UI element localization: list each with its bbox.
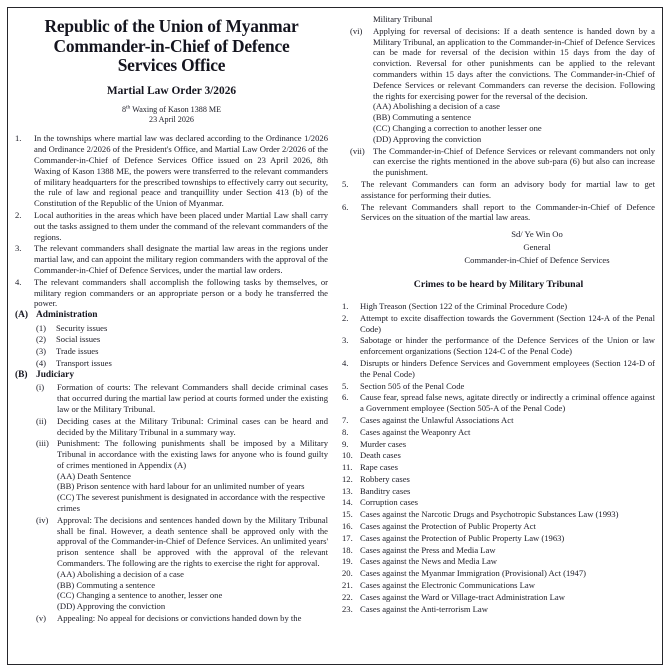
sub-item: (BB) Commuting a sentence (373, 112, 472, 123)
item-number: 4. (342, 357, 349, 368)
item-text: Cases against the Weaponry Act (360, 426, 471, 437)
crime-item (342, 568, 655, 579)
page-border (7, 7, 663, 665)
sub-item: (BB) Prison sentence with hard labour for an unlimited number of years (57, 481, 305, 492)
item-body (373, 146, 655, 178)
date-ordinal-suffix: th (125, 104, 131, 111)
item-number: 1. (15, 133, 22, 144)
crime-item (342, 427, 655, 438)
item-sublist (57, 471, 328, 514)
item-number: 1. (342, 300, 349, 311)
item-text: Cases against the Protection of Public Property Law (1963) (360, 532, 565, 543)
item-text: Local authorities in the areas which have been placed under Martial Law shall carry out the tasks assigned to them under the command of the relevant commanders of the regions. (34, 209, 328, 242)
crime-item (342, 604, 655, 615)
item-body (57, 382, 328, 414)
signature-title: Commander-in-Chief of Defence Services (464, 255, 610, 266)
crime-item (342, 521, 655, 532)
item-text: Attempt to excite disaffection towards the Government (Section 124-A of the Penal Code) (360, 312, 655, 334)
item-number: 10. (342, 450, 353, 461)
signature-rank: General (523, 242, 551, 253)
item-text: Approval: The decisions and sentences handed down by the Military Tribunal shall be final. However, a death sentence shall be approved only with the approval of the Commander-in-Chief of Defence Services. An unlimited years' prison sentence shall be approved with the approval of the relevant Commanders. The following are the rights to exercise the right for approval. (57, 514, 328, 569)
crime-item (342, 358, 655, 380)
crime-item (342, 497, 655, 508)
item-text: Social issues (56, 334, 101, 345)
item-number: 19. (342, 556, 353, 567)
item-number: 9. (342, 438, 349, 449)
item-number: 20. (342, 568, 353, 579)
ordinance-item (15, 243, 328, 275)
item-text: Trade issues (56, 346, 99, 357)
item-number: (iv) (36, 514, 49, 525)
judiciary-item (36, 613, 328, 624)
item-text: Applying for reversal of decisions: If a death sentence is handed down by a Military Tribunal, an application to the Commander-in-Chief of Defence Services can be made for reversal of the decision within 15 days from the day of conviction. Reversal for other punishments can be applied to the relevant commanders within 15 days after the convictions. The Commander-in-Chief of Defence Services or relevant Commanders can reverse the decision. Following the rights for exercising power for the reversal of the decision. (373, 25, 655, 101)
section-a-title: Administration (36, 310, 98, 321)
document-title (15, 17, 328, 76)
ordinance-item (15, 210, 328, 242)
item-text: Cases against the Ward or Village-tract Administration Law (360, 591, 565, 602)
item-text: Sabotage or hinder the performance of the Defence Services of the Union or law enforcement organizations (Section 124-C of the Penal Code) (360, 335, 655, 357)
item-text: Transport issues (56, 358, 112, 369)
item-number: 21. (342, 580, 353, 591)
item-text: Corruption cases (360, 497, 418, 508)
title-line-3: Services Office (117, 55, 226, 76)
crime-item (342, 545, 655, 556)
sub-item: (CC) Changing a sentence to another, lesser one (57, 590, 223, 601)
date-block (15, 105, 328, 125)
item-number: 5. (342, 380, 349, 391)
crimes-list (342, 301, 655, 615)
item-number: 2. (342, 312, 349, 323)
section-b-heading (15, 370, 328, 382)
main-numbered-list (15, 133, 328, 309)
crime-item (342, 301, 655, 312)
item-body (57, 515, 328, 612)
judiciary-item (36, 416, 328, 438)
item-number: 6. (342, 201, 349, 212)
judiciary-list (15, 382, 328, 624)
item-number: (2) (36, 334, 47, 345)
item-number: (3) (36, 346, 47, 357)
item-text: Death cases (360, 450, 401, 461)
item-text: Cases against the Narcotic Drugs and Psychotropic Substances Law (1993) (360, 509, 619, 520)
item-number: (vii) (350, 145, 365, 156)
date-rest: Waxing of Kason 1388 ME (130, 104, 222, 114)
section-a-label: (A) (15, 310, 29, 321)
administration-item (36, 358, 328, 369)
item-number: 18. (342, 544, 353, 555)
crime-item (342, 533, 655, 544)
item-text: Cause fear, spread false news, agitate directly or indirectly a criminal offence against a Government employee (Section 505-A of the Penal Code) (360, 392, 655, 414)
crime-item (342, 580, 655, 591)
item-number: 13. (342, 485, 353, 496)
item-text: Disrupts or hinders Defence Services and Government employees (Section 124-D of the Penal Code) (360, 357, 655, 379)
item-text: Cases against the Unlawful Associations Act (360, 414, 514, 425)
title-line-1: Republic of the Union of Myanmar (44, 16, 299, 36)
section-b-title: Judiciary (36, 369, 75, 380)
date-day: 8 (121, 104, 126, 114)
judiciary-item (350, 26, 655, 145)
item-number: 14. (342, 497, 353, 508)
left-column (15, 14, 328, 658)
item-text: Banditry cases (360, 485, 411, 496)
sub-item: (DD) Approving the conviction (57, 601, 166, 612)
item-number: (i) (36, 382, 45, 393)
administration-item (36, 334, 328, 345)
administration-list (15, 323, 328, 369)
judiciary-item (36, 382, 328, 414)
item-number: 3. (15, 243, 22, 254)
item-number: 15. (342, 509, 353, 520)
item-number: 8. (342, 426, 349, 437)
item-number: 3. (342, 335, 349, 346)
item-number: (ii) (36, 415, 47, 426)
item-sublist (373, 101, 655, 144)
item-text: The relevant commanders shall accomplish the following tasks by themselves, or military region commanders or an appropriate person or a body he transferred the power. (34, 276, 328, 309)
item-text: High Treason (Section 122 of the Criminal Procedure Code) (360, 300, 568, 311)
crime-item (342, 486, 655, 497)
judiciary-list-continued (342, 26, 655, 178)
item-text: Cases against the News and Media Law (360, 556, 497, 567)
section-a-heading (15, 310, 328, 322)
crime-item (342, 474, 655, 485)
item-text: Cases against the Electronic Communications Law (360, 580, 535, 591)
title-line-2: Commander-in-Chief of Defence (53, 35, 290, 56)
administration-item (36, 346, 328, 357)
item-number: 23. (342, 603, 353, 614)
ordinance-item (342, 202, 655, 224)
item-body (373, 26, 655, 145)
signature-block (431, 228, 643, 267)
item-text: The relevant commanders shall designate the martial law areas in the regions under martial law, and can appoint the military region commanders with the approval of the Commander-in-Chief of Defence Services, under the martial law orders. (34, 243, 328, 275)
item-text: Cases against the Myanmar Immigration (Provisional) Act (1947) (360, 568, 587, 579)
item-text: Security issues (56, 322, 108, 333)
sub-item: (AA) Abolishing a decision of a case (57, 568, 184, 579)
item-number: 11. (342, 462, 353, 473)
item-text: Appealing: No appeal for decisions or convictions handed down by the (57, 613, 302, 624)
item-number: (4) (36, 358, 47, 369)
crime-item (342, 592, 655, 603)
item-number: 12. (342, 473, 353, 484)
sub-item: (AA) Abolishing a decision of a case (373, 101, 500, 112)
item-text: Punishment: The following punishments shall be imposed by a Military Tribunal in accordance with the existing laws for anyone who is found guilty of crimes mentioned in Appendix (A) (57, 438, 328, 470)
item-number: 22. (342, 591, 353, 602)
item-number: 6. (342, 392, 349, 403)
item-text: Cases against the Press and Media Law (360, 544, 496, 555)
sub-item: (CC) Changing a correction to another lesser one (373, 122, 542, 133)
item-number: (v) (36, 613, 47, 624)
crime-item (342, 415, 655, 426)
ordinance-item (342, 179, 655, 201)
item-number: 2. (15, 209, 22, 220)
item-text: Cases against the Protection of Public Property Act (360, 521, 536, 532)
order-title: Martial Law Order 3/2026 (106, 84, 237, 97)
item-text: Deciding cases at the Military Tribunal: Criminal cases can be heard and decided by the Military Tribunal in a summary way. (57, 415, 328, 437)
administration-item (36, 323, 328, 334)
crime-item (342, 509, 655, 520)
crimes-heading: Crimes to be heard by Military Tribunal (413, 279, 584, 291)
item-sublist (57, 569, 328, 612)
sub-item: (BB) Commuting a sentence (57, 579, 156, 590)
item-number: 7. (342, 414, 349, 425)
crime-item (342, 439, 655, 450)
item-text: Robbery cases (360, 473, 410, 484)
item-text: The relevant Commanders shall report to the Commander-in-Chief of Defence Services on the situation of the martial law areas. (361, 201, 655, 223)
item-text: The Commander-in-Chief of Defence Services or relevant commanders not only can exercise the rights mentioned in the above sub-para (6) but also can increase the punishment. (373, 145, 655, 178)
main-numbered-list-continued (342, 179, 655, 223)
item-number: 4. (15, 276, 22, 287)
ordinance-item (15, 133, 328, 209)
item-text: In the townships where martial law was declared according to the Ordinance 1/2026 and Ordinance 2/2026 of the President's Office, and Martial Law Order 2/2026 of the Commander-in-Chief of Defence Services Office issued on 23 April 2026, 8th Waxing of Kason 1388 ME, the powers were transferred to the relevant commanders of military headquarters for the prescribed townships to effectively carry out security, the rule of law and regional peace and tranquillity under Section 413 (b) of the Constitution of the Republic of the Union of Myanmar. (34, 133, 328, 209)
crime-item (342, 392, 655, 414)
item-text: Rape cases (360, 462, 398, 473)
date-myanmar (15, 105, 328, 115)
right-column (342, 14, 655, 658)
item-text: Murder cases (360, 438, 407, 449)
item-number: 16. (342, 521, 353, 532)
crime-item (342, 313, 655, 335)
item-number: 5. (342, 178, 349, 189)
sub-item: (DD) Approving the conviction (373, 133, 482, 144)
item-number: (iii) (36, 438, 49, 449)
crime-item (342, 556, 655, 567)
sub-item: (CC) The severest punishment is designated in accordance with the respective crimes (57, 492, 326, 514)
sub-item: (AA) Death Sentence (57, 470, 131, 481)
crime-item (342, 335, 655, 357)
item-text: The relevant Commanders can form an advisory body for martial law to get assistance for performing their duties. (361, 178, 655, 200)
date-gregorian: 23 April 2026 (149, 114, 194, 124)
item-number: (vi) (350, 25, 363, 36)
crime-item (342, 381, 655, 392)
crime-item (342, 462, 655, 473)
crime-item (342, 450, 655, 461)
section-b-label: (B) (15, 369, 28, 380)
item-body (57, 438, 328, 514)
item-body (57, 613, 328, 624)
judiciary-item (350, 146, 655, 178)
item-number: (1) (36, 322, 47, 333)
continuation-text: Military Tribunal (373, 14, 433, 24)
item-text: Section 505 of the Penal Code (360, 380, 465, 391)
item-number: 17. (342, 532, 353, 543)
judiciary-item (36, 515, 328, 612)
item-text: Cases against the Anti-terrorism Law (360, 603, 488, 614)
signature-name: Sd/ Ye Win Oo (511, 229, 563, 240)
ordinance-item (15, 277, 328, 309)
judiciary-item (36, 438, 328, 514)
item-text: Formation of courts: The relevant Commanders shall decide criminal cases that occurred during the martial law period at courts formed under the existing law or the Military Tribunal. (57, 382, 328, 414)
item-body (57, 416, 328, 438)
